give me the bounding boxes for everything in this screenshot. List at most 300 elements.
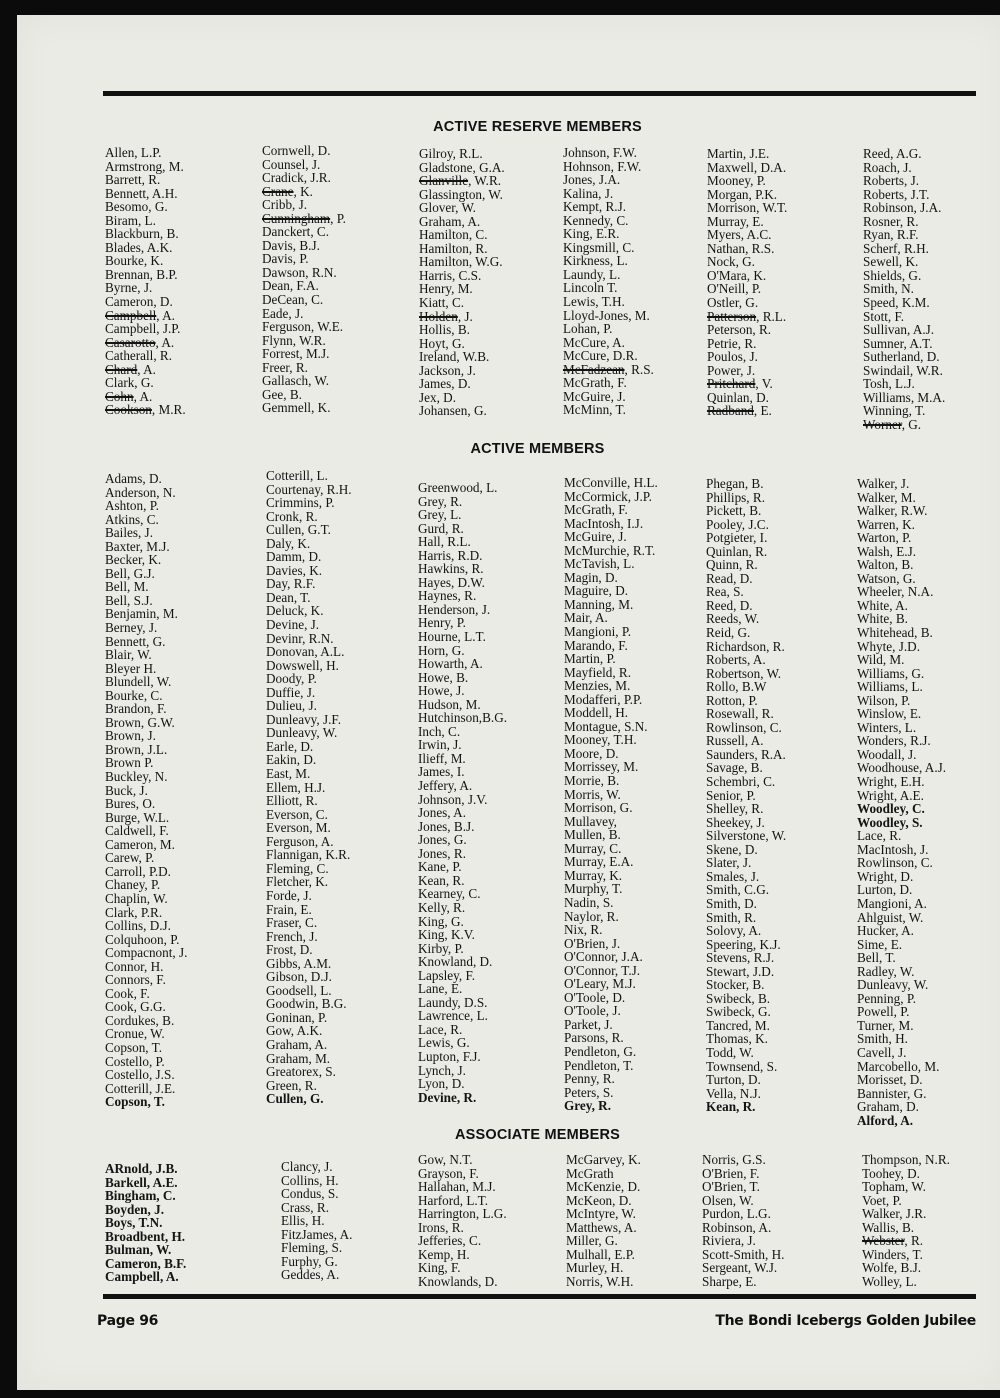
member-name: Read, D. bbox=[706, 570, 753, 586]
member-name: Gee, B. bbox=[262, 386, 302, 402]
member-name: Goninan, P. bbox=[266, 1009, 328, 1025]
member-name: Woodall, J. bbox=[857, 746, 917, 762]
member-name: Collins, D.J. bbox=[105, 918, 171, 934]
member-name: Radband, E. bbox=[707, 403, 772, 419]
member-name: Irwin, J. bbox=[418, 737, 462, 753]
member-name: Fraser, C. bbox=[266, 915, 318, 931]
name-column bbox=[266, 469, 352, 1106]
member-name: Bulman, W. bbox=[105, 1242, 172, 1258]
member-name: Bleyer H. bbox=[105, 660, 157, 676]
publication-title: The Bondi Icebergs Golden Jubilee bbox=[715, 1313, 976, 1329]
member-name: McTavish, L. bbox=[564, 556, 635, 572]
member-name: Gibson, D.J. bbox=[266, 969, 332, 985]
member-name: Dulieu, J. bbox=[266, 698, 317, 714]
member-name: Chard, A. bbox=[105, 361, 156, 377]
member-name: Scherf, R.H. bbox=[863, 240, 929, 256]
member-name: Pickett, B. bbox=[706, 503, 762, 519]
member-name: Wright, D. bbox=[857, 868, 914, 884]
member-name: Bures, O. bbox=[105, 796, 156, 812]
member-name: Hamilton, R. bbox=[419, 240, 488, 256]
member-name: Wallis, B. bbox=[862, 1219, 915, 1235]
member-name: O'Brien, T. bbox=[702, 1179, 760, 1195]
member-name: Pooley, J.C. bbox=[706, 516, 769, 532]
member-name: Gemmell, K. bbox=[262, 400, 331, 416]
member-name: Lace, R. bbox=[418, 1021, 463, 1037]
member-name: Becker, K. bbox=[105, 552, 162, 568]
member-name: Green, R. bbox=[266, 1077, 317, 1093]
member-name: Carroll, P.D. bbox=[105, 863, 171, 879]
member-name: Bell, S.J. bbox=[105, 592, 153, 608]
member-name: Powell, P. bbox=[857, 1004, 910, 1020]
member-name: Bailes, J. bbox=[105, 525, 153, 541]
member-name: O'Brien, J. bbox=[564, 935, 621, 951]
member-name: Pendleton, T. bbox=[564, 1057, 634, 1073]
member-name: Worner, G. bbox=[863, 416, 922, 432]
member-name: Ireland, W.B. bbox=[419, 349, 490, 365]
member-name: Lloyd-Jones, M. bbox=[563, 307, 650, 323]
member-name: Quinn, R. bbox=[706, 557, 758, 573]
member-name: Roberts, J.T. bbox=[863, 186, 930, 202]
member-name: Holden, J. bbox=[419, 308, 473, 324]
member-name: Parsons, R. bbox=[564, 1030, 624, 1046]
member-name: Cotterill, J.E. bbox=[105, 1080, 176, 1096]
member-name: Turner, M. bbox=[857, 1017, 914, 1033]
member-name: Ashton, P. bbox=[105, 498, 159, 514]
member-name: Courtenay, R.H. bbox=[266, 481, 352, 497]
member-name: Warton, P. bbox=[857, 530, 912, 546]
member-name: Poulos, J. bbox=[707, 349, 758, 365]
member-name: Norris, W.H. bbox=[566, 1273, 634, 1289]
member-name: Nathan, R.S. bbox=[707, 240, 775, 256]
member-name: Crimmins, P. bbox=[266, 495, 335, 511]
member-name: Barkell, A.E. bbox=[105, 1174, 178, 1190]
member-name: Tancred, M. bbox=[706, 1017, 770, 1033]
member-name: Clark, P.R. bbox=[105, 904, 163, 920]
member-name: Bell, G.J. bbox=[105, 565, 155, 581]
member-name: Hawkins, R. bbox=[418, 561, 484, 577]
member-name: Russell, A. bbox=[706, 733, 764, 749]
member-name: Hohnson, F.W. bbox=[563, 158, 642, 174]
member-name: Smith, R. bbox=[706, 909, 757, 925]
member-name: Johnson, F.W. bbox=[563, 145, 637, 160]
member-name: Howe, J. bbox=[418, 683, 465, 699]
member-name: Davies, K. bbox=[266, 562, 323, 578]
member-name: Reeds, W. bbox=[706, 611, 760, 627]
member-name: Morgan, P.K. bbox=[707, 186, 778, 202]
member-name: Murray, C. bbox=[564, 840, 622, 856]
member-name: Day, R.F. bbox=[266, 576, 316, 592]
member-name: Voet, P. bbox=[862, 1192, 902, 1208]
member-name: Maxwell, D.A. bbox=[707, 159, 787, 175]
member-name: Maguire, D. bbox=[564, 583, 629, 599]
member-name: Ellis, H. bbox=[281, 1213, 325, 1229]
member-name: Sewell, K. bbox=[863, 254, 919, 270]
member-name: Robertson, W. bbox=[706, 665, 782, 681]
member-name: Costello, P. bbox=[105, 1053, 165, 1069]
member-name: Watson, G. bbox=[857, 570, 916, 586]
member-name: Sutherland, D. bbox=[863, 349, 940, 365]
member-name: Hourne, L.T. bbox=[418, 629, 486, 645]
member-name: Walker, R.W. bbox=[857, 503, 928, 519]
member-name: Skene, D. bbox=[706, 841, 758, 857]
member-name: Grey, R. bbox=[418, 493, 463, 509]
member-name: O'Brien, F. bbox=[702, 1165, 760, 1181]
member-name: Silverstone, W. bbox=[706, 828, 787, 844]
member-name: Peterson, R. bbox=[707, 322, 772, 338]
member-name: Solovy, A. bbox=[706, 923, 762, 939]
member-name: Jones, R. bbox=[418, 845, 466, 861]
member-name: Chaplin, W. bbox=[105, 890, 168, 906]
member-name: Furphy, G. bbox=[281, 1253, 338, 1269]
member-name: Kearney, C. bbox=[418, 886, 481, 902]
member-name: Ferguson, A. bbox=[266, 833, 334, 849]
member-name: Gow, A.K. bbox=[266, 1023, 323, 1039]
member-name: Irons, R. bbox=[418, 1219, 464, 1235]
member-name: Graham, M. bbox=[266, 1050, 331, 1066]
member-name: Parket, J. bbox=[564, 1016, 613, 1032]
member-name: Brown P. bbox=[105, 755, 154, 771]
member-name: Murphy, T. bbox=[564, 881, 623, 897]
member-name: Swibeck, B. bbox=[706, 990, 771, 1006]
member-name: King, G. bbox=[418, 913, 464, 929]
member-name: Hoyt, G. bbox=[419, 335, 465, 351]
member-name: Sime, E. bbox=[857, 936, 903, 952]
member-name: Reed, A.G. bbox=[863, 146, 922, 161]
member-name: Warren, K. bbox=[857, 516, 915, 532]
member-name: Speering, K.J. bbox=[706, 936, 781, 952]
member-name: Sullivan, A.J. bbox=[863, 322, 935, 338]
member-name: Smith, N. bbox=[863, 281, 914, 297]
member-name: Horn, G. bbox=[418, 642, 465, 658]
member-name: Rowlinson, C. bbox=[857, 855, 933, 871]
name-column bbox=[862, 1153, 950, 1288]
member-name: Jones, B.J. bbox=[418, 818, 475, 834]
member-name: Sheekey, J. bbox=[706, 814, 765, 830]
member-name: O'Mara, K. bbox=[707, 267, 767, 283]
member-name: Wright, E.H. bbox=[857, 774, 925, 790]
member-name: Cullen, G. bbox=[266, 1091, 324, 1107]
member-name: McMinn, T. bbox=[563, 402, 626, 418]
member-name: Cameron, D. bbox=[105, 294, 173, 310]
section-title-active: ACTIVE MEMBERS bbox=[470, 441, 605, 457]
member-name: Brown, G.W. bbox=[105, 714, 175, 730]
member-name: Williams, L. bbox=[857, 679, 923, 695]
member-name: Senior, P. bbox=[706, 787, 756, 803]
member-name: Boyden, J. bbox=[105, 1201, 164, 1217]
member-name: Greatorex, S. bbox=[266, 1064, 336, 1080]
member-name: Blades, A.K. bbox=[105, 239, 173, 255]
member-name: McKeon, D. bbox=[566, 1192, 632, 1208]
member-name: Todd, W. bbox=[706, 1044, 754, 1060]
member-name: Catherall, R. bbox=[105, 348, 173, 364]
member-name: Walker, J.R. bbox=[862, 1206, 927, 1222]
member-name: O'Toole, D. bbox=[564, 989, 626, 1005]
name-column bbox=[566, 1153, 641, 1288]
member-name: Forrest, M.J. bbox=[262, 346, 330, 362]
member-name: Connor, H. bbox=[105, 958, 164, 974]
name-column bbox=[418, 481, 507, 1104]
member-name: Gilroy, R.L. bbox=[419, 146, 483, 161]
member-name: Graham, A. bbox=[419, 213, 481, 229]
member-name: Morisset, D. bbox=[857, 1072, 923, 1088]
member-name: Caldwell, F. bbox=[105, 823, 169, 839]
member-name: Walton, B. bbox=[857, 557, 914, 573]
member-name: Kalina, J. bbox=[563, 185, 614, 201]
member-name: McGuire, J. bbox=[564, 529, 627, 545]
member-name: Cornwell, D. bbox=[262, 143, 331, 158]
member-name: Johnson, J.V. bbox=[418, 791, 488, 807]
member-name: White, A. bbox=[857, 597, 908, 613]
name-column bbox=[262, 144, 346, 415]
member-name: Benjamin, M. bbox=[105, 606, 178, 622]
name-column bbox=[707, 147, 787, 418]
member-name: Richardson, R. bbox=[706, 638, 785, 654]
member-name: Armstrong, M. bbox=[105, 158, 184, 174]
member-name: Jones, A. bbox=[418, 805, 466, 821]
member-name: Cribb, J. bbox=[262, 197, 308, 213]
member-name: Power, J. bbox=[707, 362, 756, 378]
member-name: Geddes, A. bbox=[281, 1267, 340, 1283]
member-name: Kennedy, C. bbox=[563, 212, 629, 228]
member-name: Miller, G. bbox=[566, 1233, 618, 1249]
name-column bbox=[857, 477, 946, 1127]
member-name: Bennett, G. bbox=[105, 633, 166, 649]
member-name: Sergeant, W.J. bbox=[702, 1260, 778, 1276]
member-name: Crane, K. bbox=[262, 183, 313, 199]
member-name: Cook, G.G. bbox=[105, 999, 166, 1015]
member-name: Brown, J.L. bbox=[105, 741, 168, 757]
member-name: Marcobello, M. bbox=[857, 1058, 940, 1074]
member-name: Kane, P. bbox=[418, 859, 462, 875]
member-name: Moddell, H. bbox=[564, 705, 629, 721]
member-name: Rosner, R. bbox=[863, 213, 919, 229]
member-name: McMurchie, R.T. bbox=[564, 542, 656, 558]
member-name: Bourke, C. bbox=[105, 687, 163, 703]
member-name: Lurton, D. bbox=[857, 882, 913, 898]
member-name: Toohey, D. bbox=[862, 1165, 920, 1181]
name-column bbox=[105, 146, 186, 417]
member-name: Atkins, C. bbox=[105, 511, 159, 527]
member-name: Moore, D. bbox=[564, 745, 619, 761]
member-name: Henry, M. bbox=[419, 281, 473, 297]
member-name: Blair, W. bbox=[105, 647, 152, 663]
member-name: King, K.V. bbox=[418, 927, 475, 943]
member-name: Penny, R. bbox=[564, 1071, 615, 1087]
member-name: Copson, T. bbox=[105, 1039, 163, 1055]
member-name: O'Toole, J. bbox=[564, 1003, 621, 1019]
member-name: Harris, C.S. bbox=[419, 267, 482, 283]
member-name: Nock, G. bbox=[707, 254, 755, 270]
member-name: Dunleavy, J.F. bbox=[266, 711, 342, 727]
member-name: Hutchinson,B.G. bbox=[418, 710, 508, 726]
member-name: Winders, T. bbox=[862, 1246, 923, 1262]
member-name: Schembri, C. bbox=[706, 774, 776, 790]
member-name: Danckert, C. bbox=[262, 224, 330, 240]
member-name: Connors, F. bbox=[105, 972, 166, 988]
member-name: Cavell, J. bbox=[857, 1044, 907, 1060]
member-name: Wilson, P. bbox=[857, 692, 911, 708]
member-name: White, B. bbox=[857, 611, 908, 627]
member-name: Duffie, J. bbox=[266, 684, 316, 700]
member-name: Thomas, K. bbox=[706, 1031, 768, 1047]
member-name: Mair, A. bbox=[564, 610, 608, 626]
member-name: Crass, R. bbox=[281, 1199, 329, 1215]
member-name: Pritchard, V. bbox=[707, 376, 773, 392]
member-name: Allen, L.P. bbox=[105, 145, 162, 160]
member-name: Harrington, L.G. bbox=[418, 1206, 507, 1222]
member-name: Patterson, R.L. bbox=[707, 308, 787, 324]
member-name: Winning, T. bbox=[863, 403, 926, 419]
member-name: Byrne, J. bbox=[105, 280, 153, 296]
member-name: Bannister, G. bbox=[857, 1085, 927, 1101]
member-name: Kiatt, C. bbox=[419, 295, 465, 311]
member-name: Bingham, C. bbox=[105, 1188, 176, 1204]
member-name: Devine, J. bbox=[266, 617, 320, 633]
member-name: Blackburn, B. bbox=[105, 226, 179, 242]
member-name: Shelley, R. bbox=[706, 801, 764, 817]
member-name: Sharpe, E. bbox=[702, 1273, 757, 1289]
member-name: Roberts, J. bbox=[863, 173, 920, 189]
member-name: Martin, J.E. bbox=[707, 146, 770, 161]
member-name: Henderson, J. bbox=[418, 601, 491, 617]
member-name: Howe, B. bbox=[418, 669, 469, 685]
member-name: Jeffery, A. bbox=[418, 778, 473, 794]
member-name: Olsen, W. bbox=[702, 1192, 754, 1208]
member-name: Woodley, C. bbox=[857, 801, 925, 817]
member-name: Reid, G. bbox=[706, 625, 751, 641]
member-name: Lynch, J. bbox=[418, 1062, 466, 1078]
member-name: Brennan, B.P. bbox=[105, 266, 178, 282]
member-name: Matthews, A. bbox=[566, 1219, 637, 1235]
member-name: Mooney, T.H. bbox=[564, 732, 637, 748]
member-name: Winslow, E. bbox=[857, 706, 922, 722]
bottom-rule bbox=[103, 1294, 976, 1299]
member-name: Freer, R. bbox=[262, 359, 308, 375]
member-name: Dowswell, H. bbox=[266, 657, 339, 673]
member-name: Laundy, D.S. bbox=[418, 994, 488, 1010]
member-name: Greenwood, L. bbox=[418, 480, 498, 495]
member-name: Marando, F. bbox=[564, 637, 628, 653]
member-name: Webster, R. bbox=[862, 1233, 924, 1249]
member-name: Clancy, J. bbox=[281, 1159, 333, 1174]
member-name: Knowlands, D. bbox=[418, 1273, 498, 1289]
member-name: Hucker, A. bbox=[857, 923, 914, 939]
member-name: Donovan, A.L. bbox=[266, 644, 345, 660]
member-name: Dawson, R.N. bbox=[262, 264, 337, 280]
member-name: Roach, J. bbox=[863, 159, 912, 175]
member-name: Manning, M. bbox=[564, 596, 634, 612]
member-name: O'Connor, T.J. bbox=[564, 962, 641, 978]
member-name: Flynn, W.R. bbox=[262, 332, 326, 348]
name-column bbox=[281, 1160, 352, 1282]
member-name: Kingsmill, C. bbox=[563, 239, 635, 255]
member-name: Cradick, J.R. bbox=[262, 170, 331, 186]
member-name: Williams, G. bbox=[857, 665, 925, 681]
member-name: McGrath, F. bbox=[563, 375, 627, 391]
member-name: Walker, J. bbox=[857, 476, 910, 491]
member-name: McGrath, F. bbox=[564, 502, 628, 518]
member-name: Mangioni, P. bbox=[564, 624, 632, 640]
member-name: McCormick, J.P. bbox=[564, 488, 652, 504]
member-name: Bourke, K. bbox=[105, 253, 164, 269]
member-name: Adams, D. bbox=[105, 471, 162, 486]
member-name: Kemp, H. bbox=[418, 1246, 470, 1262]
member-name: Penning, P. bbox=[857, 990, 916, 1006]
member-name: Murray, K. bbox=[564, 867, 623, 883]
member-name: Baxter, M.J. bbox=[105, 538, 170, 554]
member-name: Morrissey, M. bbox=[564, 759, 639, 775]
member-name: ARnold, J.B. bbox=[105, 1161, 178, 1176]
member-name: Brown, J. bbox=[105, 728, 156, 744]
member-name: Devine, R. bbox=[418, 1089, 477, 1105]
member-name: Knowland, D. bbox=[418, 954, 493, 970]
member-name: Martin, P. bbox=[564, 651, 616, 667]
member-name: Lincoln T. bbox=[563, 280, 618, 296]
name-column bbox=[418, 1153, 507, 1288]
member-name: Earle, D. bbox=[266, 738, 314, 754]
member-name: Gibbs, A.M. bbox=[266, 955, 332, 971]
member-name: Cullen, G.T. bbox=[266, 522, 331, 538]
member-name: Rollo, B.W bbox=[706, 679, 767, 695]
member-name: Dunleavy, W. bbox=[857, 977, 929, 993]
member-name: Morris, W. bbox=[564, 786, 621, 802]
member-name: Collins, H. bbox=[281, 1172, 339, 1188]
member-name: Jefferies, C. bbox=[418, 1233, 482, 1249]
member-name: James, I. bbox=[418, 764, 465, 780]
member-name: Blundell, W. bbox=[105, 674, 172, 690]
member-name: Wheeler, N.A. bbox=[857, 584, 934, 600]
member-name: Cunningham, P. bbox=[262, 210, 346, 226]
member-name: Graham, A. bbox=[266, 1036, 328, 1052]
member-name: Lohan, P. bbox=[563, 321, 613, 337]
member-name: McGarvey, K. bbox=[566, 1152, 641, 1167]
member-name: Kean, R. bbox=[418, 872, 465, 888]
member-name: Kean, R. bbox=[706, 1099, 756, 1115]
member-name: Doody, P. bbox=[266, 671, 317, 687]
member-name: Hudson, M. bbox=[418, 696, 481, 712]
section-title-associate: ASSOCIATE MEMBERS bbox=[454, 1127, 621, 1143]
member-name: Tosh, L.J. bbox=[863, 376, 915, 392]
member-name: Devinr, R.N. bbox=[266, 630, 334, 646]
member-name: Murray, E. bbox=[707, 213, 764, 229]
member-name: Clark, G. bbox=[105, 375, 154, 391]
member-name: Glanville, W.R. bbox=[419, 173, 502, 189]
member-name: Wolfe, B.J. bbox=[862, 1260, 922, 1276]
member-name: Magin, D. bbox=[564, 569, 618, 585]
member-name: Smales, J. bbox=[706, 868, 760, 884]
member-name: Slater, J. bbox=[706, 855, 752, 871]
member-name: Everson, M. bbox=[266, 820, 331, 836]
member-name: Ilieff, M. bbox=[418, 750, 466, 766]
member-name: Dean, T. bbox=[266, 589, 311, 605]
member-name: French, J. bbox=[266, 928, 318, 944]
member-name: Morrison, W.T. bbox=[707, 200, 788, 216]
member-name: Gallasch, W. bbox=[262, 373, 330, 389]
member-name: Laundy, L. bbox=[563, 266, 621, 282]
member-name: O'Connor, J.A. bbox=[564, 949, 643, 965]
member-name: McCure, A. bbox=[563, 334, 625, 350]
member-name: Modafferi, P.P. bbox=[564, 691, 643, 707]
member-name: Haynes, R. bbox=[418, 588, 477, 604]
member-name: Grey, R. bbox=[564, 1098, 612, 1114]
name-column bbox=[105, 472, 187, 1109]
member-name: Stewart, J.D. bbox=[706, 963, 775, 979]
member-name: Fleming, C. bbox=[266, 860, 329, 876]
member-name: Saunders, R.A. bbox=[706, 746, 786, 762]
page-number: Page 96 bbox=[97, 1313, 159, 1329]
member-name: Reed, D. bbox=[706, 597, 753, 613]
member-name: Kirby, P. bbox=[418, 940, 464, 956]
